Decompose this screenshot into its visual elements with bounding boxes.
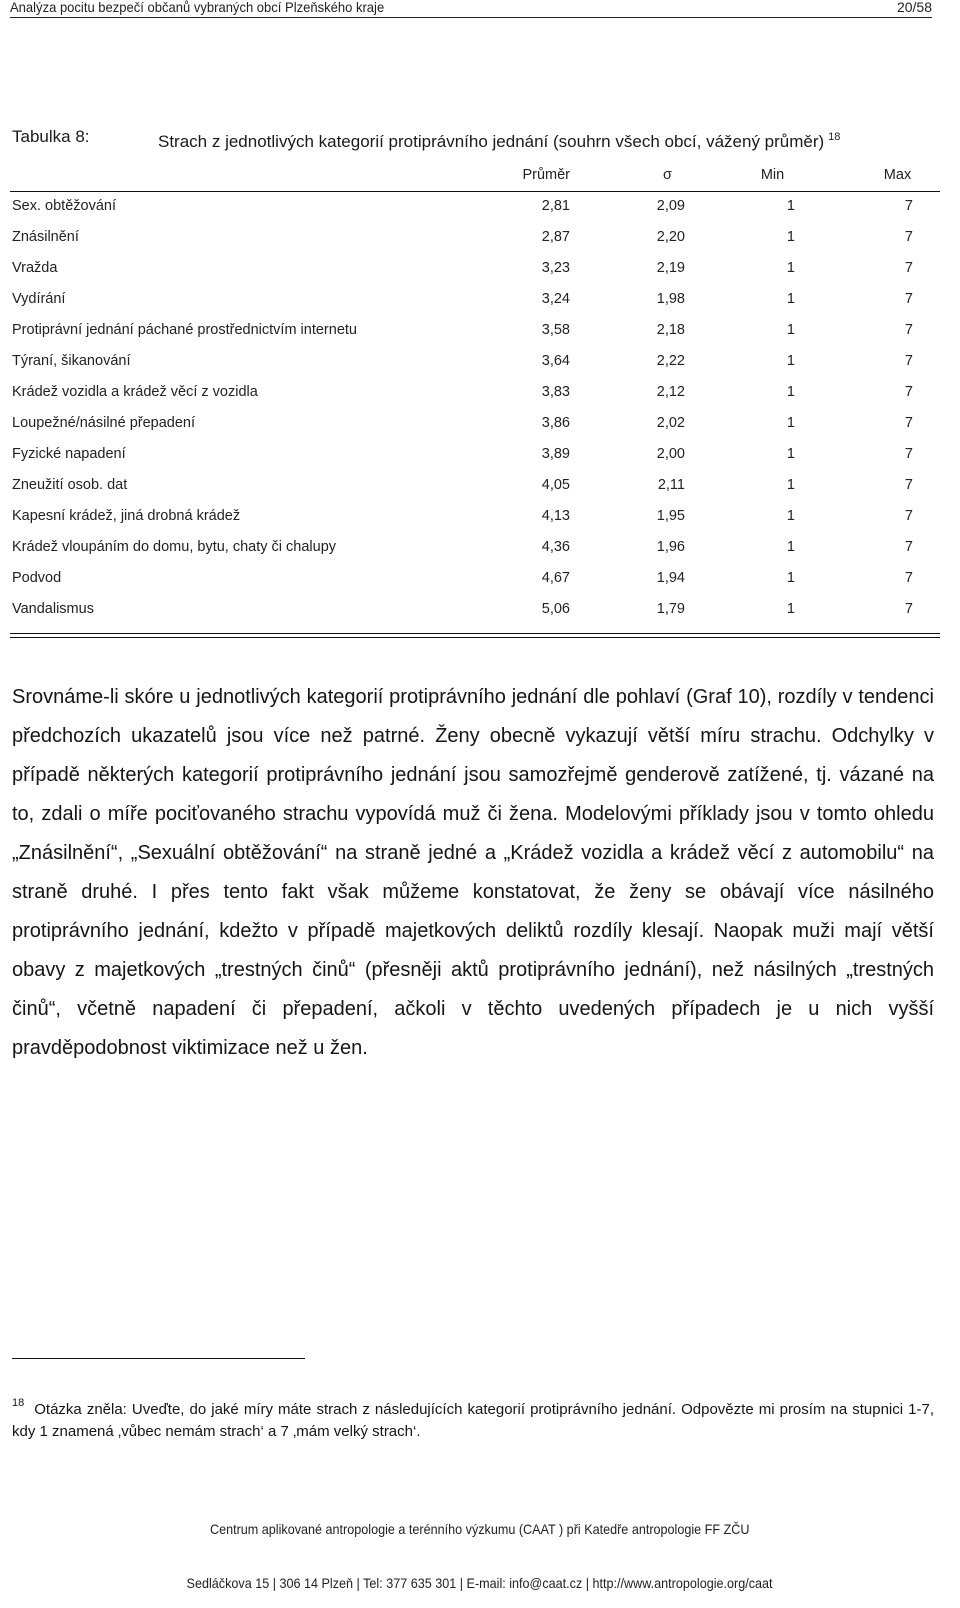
table-row [10, 315, 940, 346]
cell-min: 1 [786, 384, 795, 400]
cell-sd: 2,12 [656, 384, 685, 400]
cell-sd: 2,18 [656, 322, 685, 338]
table-row [10, 222, 940, 253]
cell-min: 1 [786, 322, 795, 338]
cell-sd: 2,09 [656, 198, 685, 214]
table-row [10, 470, 940, 501]
footnote-separator [12, 1358, 305, 1359]
cell-mean: 3,83 [541, 384, 570, 400]
table-row [10, 253, 940, 284]
table-row [10, 408, 940, 439]
cell-min: 1 [786, 446, 795, 462]
cell-mean: 3,86 [541, 415, 570, 431]
footer-institution-text: Centrum aplikované antropologie a terénního výzkumu (CAAT ) při Katedře antropologie FF ZČU [210, 1521, 750, 1537]
cell-mean: 3,64 [541, 353, 570, 369]
table-bottom-rule [10, 633, 940, 638]
footer-contact [0, 1575, 960, 1591]
table-row [10, 594, 940, 625]
cell-sd: 1,79 [656, 601, 685, 617]
cell-mean: 4,67 [541, 570, 570, 586]
cell-mean: 4,05 [541, 477, 570, 493]
cell-min: 1 [786, 291, 795, 307]
row-label: Protiprávní jednání páchané prostřednictvím internetu [12, 322, 357, 338]
footnote-reference[interactable]: 18 [828, 131, 841, 143]
footer-institution [0, 1521, 960, 1537]
table-row [10, 191, 940, 222]
column-header-sd: σ [663, 167, 672, 183]
footer-contact-text: Sedláčkova 15 | 306 14 Plzeň | Tel: 377 635 301 | E-mail: info@caat.cz | http://www.antropologie.org/caat [186, 1575, 773, 1591]
cell-mean: 2,81 [541, 198, 570, 214]
cell-sd: 1,95 [656, 508, 685, 524]
footnote-number: 18 [12, 1397, 25, 1409]
table-row [10, 501, 940, 532]
cell-max: 7 [904, 198, 913, 214]
footnote-text: Otázka zněla: Uveďte, do jaké míry máte strach z následujících kategorií protiprávního jednání. Odpovězte mi prosím na stupnici 1-7, kdy 1 znamená ‚vůbec nemám strach‘ a 7 ‚mám velký strach‘. [12, 1401, 934, 1440]
cell-mean: 3,58 [541, 322, 570, 338]
cell-max: 7 [904, 446, 913, 462]
row-label: Loupežné/násilné přepadení [12, 415, 196, 431]
row-label: Kapesní krádež, jiná drobná krádež [12, 508, 241, 524]
row-label: Vydírání [12, 291, 66, 307]
column-header-min: Min [760, 167, 785, 183]
cell-sd: 1,96 [656, 539, 685, 555]
column-header-max: Max [883, 167, 912, 183]
cell-sd: 1,98 [656, 291, 685, 307]
cell-min: 1 [786, 198, 795, 214]
cell-min: 1 [786, 477, 795, 493]
cell-mean: 5,06 [541, 601, 570, 617]
row-label: Podvod [12, 570, 62, 586]
cell-sd: 2,00 [656, 446, 685, 462]
cell-max: 7 [904, 539, 913, 555]
cell-max: 7 [904, 508, 913, 524]
cell-min: 1 [786, 415, 795, 431]
row-label: Týraní, šikanování [12, 353, 131, 369]
cell-sd: 2,19 [656, 260, 685, 276]
cell-mean: 3,24 [541, 291, 570, 307]
cell-min: 1 [786, 601, 795, 617]
cell-sd: 2,22 [656, 353, 685, 369]
row-label: Krádež vloupáním do domu, bytu, chaty či chalupy [12, 539, 337, 555]
table-row [10, 563, 940, 594]
cell-sd: 2,02 [656, 415, 685, 431]
table-row [10, 284, 940, 315]
row-label: Vandalismus [12, 601, 94, 617]
row-label: Sex. obtěžování [12, 198, 116, 214]
footnote [12, 1392, 934, 1443]
page-header [10, 0, 932, 18]
cell-max: 7 [904, 601, 913, 617]
cell-max: 7 [904, 570, 913, 586]
table-caption-text: Strach z jednotlivých kategorií protiprávního jednání (souhrn všech obcí, vážený průměr) [158, 132, 825, 151]
table-caption-text-wrap [158, 127, 840, 152]
cell-mean: 4,36 [541, 539, 570, 555]
cell-max: 7 [904, 477, 913, 493]
table-caption-label: Tabulka 8: [12, 127, 90, 146]
cell-max: 7 [904, 229, 913, 245]
table-row [10, 532, 940, 563]
table-header-row [10, 160, 940, 191]
table-row [10, 346, 940, 377]
cell-max: 7 [904, 322, 913, 338]
table-row [10, 439, 940, 470]
row-label: Fyzické napadení [12, 446, 126, 462]
document-title: Analýza pocitu bezpečí občanů vybraných obcí Plzeňského kraje [10, 0, 385, 15]
row-label: Krádež vozidla a krádež věcí z vozidla [12, 384, 258, 400]
cell-max: 7 [904, 260, 913, 276]
cell-sd: 2,11 [657, 477, 685, 493]
cell-mean: 3,89 [541, 446, 570, 462]
cell-max: 7 [904, 415, 913, 431]
cell-max: 7 [904, 353, 913, 369]
column-header-mean: Průměr [522, 167, 570, 183]
row-label: Vražda [12, 260, 58, 276]
page-number: 20/58 [896, 0, 932, 15]
cell-max: 7 [904, 291, 913, 307]
table-row [10, 377, 940, 408]
cell-min: 1 [786, 508, 795, 524]
cell-sd: 1,94 [656, 570, 685, 586]
cell-min: 1 [786, 229, 795, 245]
cell-min: 1 [786, 260, 795, 276]
body-paragraph: Srovnáme-li skóre u jednotlivých kategorií protiprávního jednání dle pohlaví (Graf 10), rozdíly v tendenci předchozích ukazatelů jsou více než patrné. Ženy obecně vykazují větší míru strachu. Odchylky v případě některých kategorií protiprávního jednání jsou samozřejmě genderově zatížené, tj. vázané na to, zdali o míře pociťovaného strachu vypovídá muž či žena. Modelovými příklady jsou v tomto ohledu „Znásilnění“, „Sexuální obtěžování“ na straně jedné a „Krádež vozidla a krádež věcí z automobilu“ na straně druhé. I přes tento fakt však můžeme konstatovat, že ženy se obávají více násilného protiprávního jednání, kdežto v případě majetkových deliktů rozdíly klesají. Naopak muži mají větší obavy z majetkových „trestných činů“ (přesněji aktů protiprávního jednání), než násilných „trestných činů“, včetně napadení či přepadení, ačkoli v těchto uvedených případech je u nich vyšší pravděpodobnost viktimizace než u žen. [12, 686, 934, 1059]
cell-sd: 2,20 [656, 229, 685, 245]
cell-max: 7 [904, 384, 913, 400]
cell-mean: 4,13 [541, 508, 570, 524]
cell-min: 1 [786, 353, 795, 369]
cell-mean: 3,23 [541, 260, 570, 276]
cell-min: 1 [786, 570, 795, 586]
row-label: Znásilnění [12, 229, 79, 245]
cell-mean: 2,87 [541, 229, 570, 245]
row-label: Zneužití osob. dat [12, 477, 128, 493]
cell-min: 1 [786, 539, 795, 555]
